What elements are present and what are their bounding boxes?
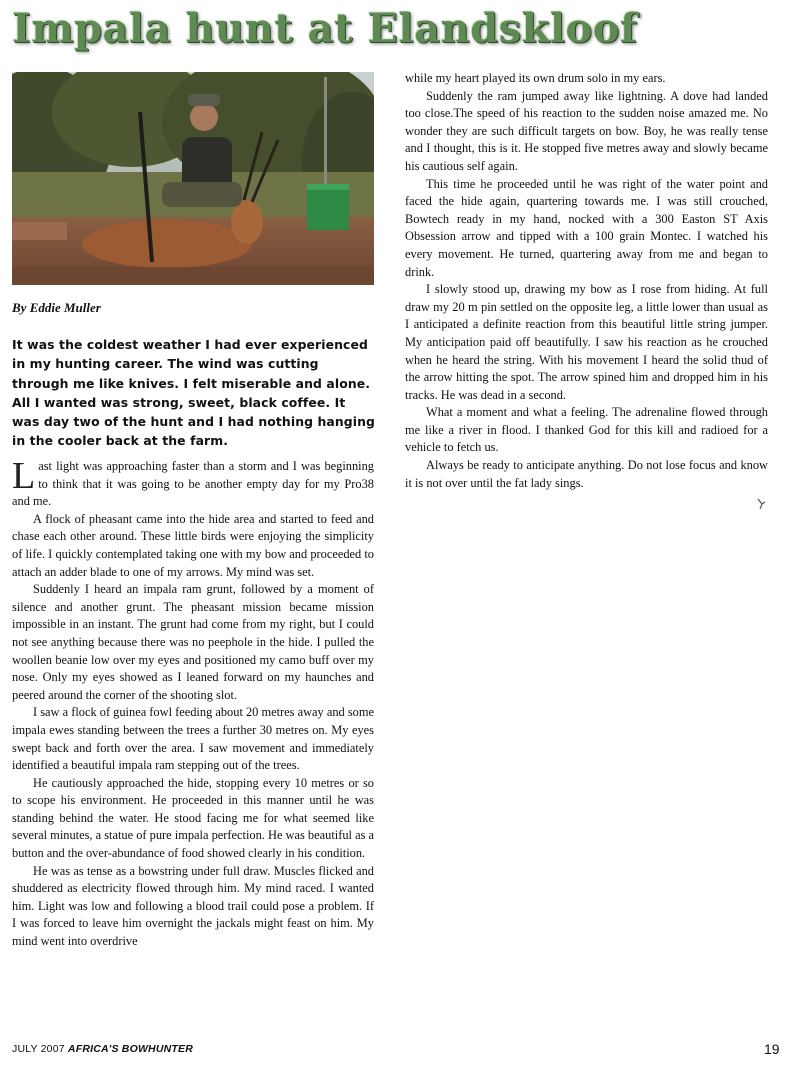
body-paragraph: He cautiously approached the hide, stopping every 10 metres or so to scope his environment. He proceeded in this manner until he was standing behind the water. He stood facing me for what seemed like several minutes, a statue of pure impala perfection. He was beautiful as a button and the over-abundance of food showed clearly in his condition. — [12, 775, 374, 861]
body-paragraph: Always be ready to anticipate anything. Do not lose focus and know it is not over until the fat lady sings. — [405, 458, 768, 490]
body-paragraph: What a moment and what a feeling. The adrenaline flowed through me like a river in flood. I thanked God for this kill and radioed for a vehicle to fetch us. — [405, 405, 768, 455]
body-paragraph: Suddenly I heard an impala ram grunt, followed by a moment of silence and another grunt. The pheasant mission became mission impossible in an instant. The grunt had come from my right, but I could not see anything because there was no peephole in the hide. I pulled the woollen beanie low over my eyes and positioned my camo buff over my nose. Only my eyes showed as I leaned forward on my haunches and peered around the corner of the shooting slot. — [12, 582, 374, 702]
body-paragraph-continued: while my heart played its own drum solo in my ears. — [405, 71, 666, 85]
body-paragraph: Last light was approaching faster than a storm and I was beginning to think that it was going to be another empty day for my Pro38 and me. — [12, 455, 374, 509]
body-column-left — [12, 455, 374, 951]
body-paragraph: A flock of pheasant came into the hide area and started to feed and chase each other around. These little birds were enjoying the simplicity of life. I quickly contemplated taking one with my bow and proceeded to attach an adder blade to one of my arrows. My mind was set. — [12, 511, 374, 579]
body-paragraph: He was as tense as a bowstring under full draw. Muscles flicked and shuddered as electricity flowed through him. My mind raced. I wanted him. Light was low and following a blood trail could pose a problem. If I was forced to leave him overnight the jackals might feast on him. My mind went into overdrive — [12, 863, 374, 949]
body-paragraph: I saw a flock of guinea fowl feeding about 20 metres away and some impala ewes standing between the trees a further 30 metres on. My eyes swept back and forth over the area. I saw movement and immediately identified a beautiful impala ram stepping out of the trees. — [12, 705, 374, 773]
article-intro: It was the coldest weather I had ever experienced in my hunting career. The wind was cutting through me like knives. I felt miserable and alone. All I wanted was strong, sweet, black coffee. It was day two of the hunt and I had nothing hanging in the cooler back at the farm. — [12, 337, 376, 449]
article-title: Impala hunt at Elandskloof — [12, 5, 638, 52]
byline: By Eddie Muller — [12, 300, 101, 315]
page-number: 19 — [764, 1041, 780, 1057]
arrowhead-end-mark-icon — [755, 497, 767, 509]
body-paragraph: I slowly stood up, drawing my bow as I rose from hiding. At full draw my 20 m pin settled on the opposite leg, a little lower than usual as I anticipated a definite reaction from this beautiful little string jumper. My anticipation paid off beautifully. I saw his reaction as he crouched when he heard the string. With his movement I heard the solid thud of the arrow hitting the spot. The arrow spined him and dropped him in his tracks. He was dead in a second. — [405, 282, 768, 402]
footer-issue — [12, 1043, 193, 1055]
body-column-right — [405, 70, 768, 492]
drop-cap: L — [12, 455, 36, 497]
footer-magazine: AFRICA'S BOWHUNTER — [67, 1043, 194, 1055]
body-paragraph: This time he proceeded until he was right of the water point and faced the hide again, quartering towards me. I was still crouched, Bowtech ready in my hand, nocked with a 300 Easton ST Axis Obsession arrow and tipped with a 100 grain Montec. I watched his every movement. He turned, quartering away from me and began to drink. — [405, 176, 768, 279]
footer-date: JULY 2007 — [12, 1043, 65, 1055]
body-paragraph: Suddenly the ram jumped away like lightning. A dove had landed too close.The speed of his reaction to the sudden noise amazed me. No wonder they are such difficult targets on bow. Boy, he was really tense and I thought, this is it. He stopped five metres away and slowly became his cautious self again. — [405, 88, 768, 173]
article-photo — [12, 72, 374, 285]
